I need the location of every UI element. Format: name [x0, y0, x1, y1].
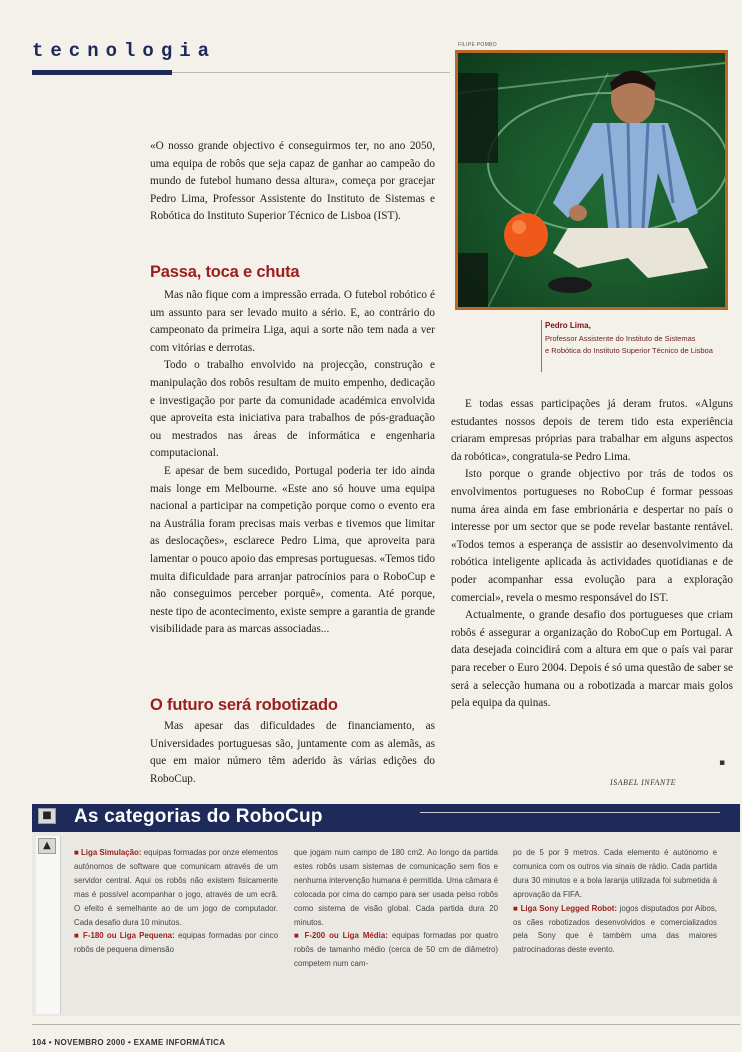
category-heading: Liga Simulação:	[80, 848, 142, 857]
caption-line-2: e Robótica do Instituto Superior Técnico de Lisboa	[545, 346, 713, 355]
article-intro: «O nosso grande objectivo é conseguirmos ter, no ano 2050, uma equipa de robôs que seja capaz de ganhar ao campeão do mundo de futebol humano dessa altura», começa por gracejar Pedro Lima, Professor Assistente do Instituto de Sistemas e Robótica do Instituto Superior Técnico de Lisboa (IST).	[150, 140, 435, 223]
categories-box-title: As categorias do RoboCup	[74, 806, 323, 827]
caption-bar	[541, 320, 542, 372]
scroll-top-icon[interactable]: ■	[38, 808, 56, 824]
heading-futuro-robotizado: O futuro será robotizado	[150, 696, 338, 714]
category-heading: F-200 ou Liga Média:	[304, 931, 388, 941]
photo-caption	[545, 320, 735, 358]
bullet-icon: ■	[513, 903, 521, 913]
category-text: po de 5 por 9 metros. Cada elemento é autónomo e comunica com os outros via sinais de rádio. Cada partida dura 30 minutos e a bola laranja utilizada foi submetida à aprovação da FIFA.	[513, 848, 717, 899]
paragraph: E todas essas participações já deram frutos. «Alguns estudantes nossos depois de terem tido esta experiência criaram empresas próprias para trabalhar em alguns aspectos da robótica», congratula-se Pedro Lima.	[451, 398, 733, 463]
end-mark: ▪	[719, 758, 726, 768]
article-column-1-end	[150, 718, 435, 788]
box-header-rule	[420, 812, 720, 813]
photo-credit: FILIPE POMBO	[458, 42, 497, 48]
paragraph: Mas apesar das dificuldades de financiamento, as Universidades portuguesas são, juntamente com as alemãs, as que em maior número têm aderido às várias edições do RoboCup.	[150, 720, 435, 785]
category-text: que jogam num campo de 180 cm2. Ao longo da partida estes robôs usam sistemas de comunicação sem fios e nenhuma intervenção humana é permitida. Uma câmara é colocada por cima do campo para ser usada pelso robôs como sistema de visão global. Cada partida dura 20 minutos.	[294, 848, 498, 927]
category-text: equipas formadas por cinco robôs de pequena dimensão	[74, 931, 278, 955]
category-text: jogos disputados por Aibos, os cães robotizados desenvolvidos e comercializados pela Sony que é também uma das maiores patrocinadoras deste evento.	[513, 903, 717, 955]
portrait-photo	[455, 50, 728, 310]
section-underline	[32, 70, 172, 75]
bullet-icon: ■	[74, 931, 84, 941]
box-column-3	[513, 846, 717, 957]
paragraph: E apesar de bem sucedido, Portugal poderia ter ido ainda mais longe em Melbourne. «Este ano só houve uma equipa nacional a participar na competição porque como o evento era na Austrália foram precisas mais verbas e tivemos que limitar as deslocações», esclarece Pedro Lima, que aproveita para lamentar o pouco apoio das empresas portuguesas. «Temos tido muita dificuldade para arranjar patrocínios para o RoboCup e não conseguimos perceber porquê», comenta. Até porque, neste tipo de acontecimento, existe sempre a garantia de grande visibilidade para as marcas associadas...	[150, 464, 435, 636]
paragraph: Actualmente, o grande desafio dos portugueses que criam robôs é assegurar a organização do RoboCup em Portugal. A data desejada coincidirá com a altura em que o país vai parar para receber o Euro 2004. Depois é só uma questão de saber se será a selecção humana ou a robotizada a marcar mais golos pela equipa da quinas.	[451, 609, 733, 710]
article-column-2	[451, 396, 733, 713]
bullet-icon: ■	[74, 848, 81, 857]
bullet-icon: ■	[294, 931, 305, 941]
section-tag: tecnologia	[32, 40, 217, 62]
category-text: equipas formadas por quatro robôs de tamanho médio (cerca de 50 cm de diâmetro) competem num cam-	[294, 931, 498, 969]
category-heading: F-180 ou Liga Pequena:	[83, 931, 175, 941]
caption-name: Pedro Lima,	[545, 321, 591, 330]
footer-rule	[32, 1024, 740, 1025]
paragraph: Isto porque o grande objectivo por trás de todos os envolvimentos portugueses no RoboCup é formar pessoas numa área ainda em fase embrionária e despertar no país o interesse por um sector que se pode revelar bastante rentável. «Todos temos a esperança de assistir ao desenvolvimento da robótica inteligente aplicada às actividades quotidianas e de poder acompanhar essa evolução para a exploração comercial», revela o mesmo responsável do IST.	[451, 468, 733, 604]
box-column-1	[74, 846, 278, 957]
category-heading: Liga Sony Legged Robot:	[520, 903, 618, 913]
box-scroll-track[interactable]	[36, 836, 61, 1014]
scroll-up-icon[interactable]: ▲	[38, 838, 56, 854]
header-rule	[172, 72, 450, 73]
article-column-1	[150, 287, 435, 639]
paragraph: Todo o trabalho envolvido na projecção, construção e manipulação dos robôs resultam de muito empenho, dedicação e investigação por parte da comunidade académica envolvida que aproveita esta iniciativa para trabalhos de pós-graduação ou mestrados nas áreas de informática e engenharia computacional.	[150, 359, 435, 460]
heading-passa-toca-chuta: Passa, toca e chuta	[150, 263, 300, 281]
category-text: equipas formadas por onze elementos autónomos de software que comunicam através de um servidor central. Aqui os robôs não existem fisicamente mas é possível acompanhar o jogo, através de um ecrã. O efeito é semelhante ao de um jogo de computador. Cada desafio dura 10 minutos.	[74, 848, 278, 927]
portrait-illustration	[458, 53, 725, 307]
box-column-2	[294, 846, 498, 971]
paragraph: Mas não fique com a impressão errada. O futebol robótico é um assunto para ser levado muito a sério. E, ao contrário do campeonato da primeira Liga, aqui a sorte não tem nada a ver com vitórias e derrotas.	[150, 289, 435, 354]
author-byline: ISABEL INFANTE	[610, 778, 677, 787]
page-footer: 104 • NOVEMBRO 2000 • EXAME INFORMÁTICA	[32, 1038, 226, 1047]
caption-line-1: Professor Assistente do Instituto de Sistemas	[545, 333, 696, 343]
